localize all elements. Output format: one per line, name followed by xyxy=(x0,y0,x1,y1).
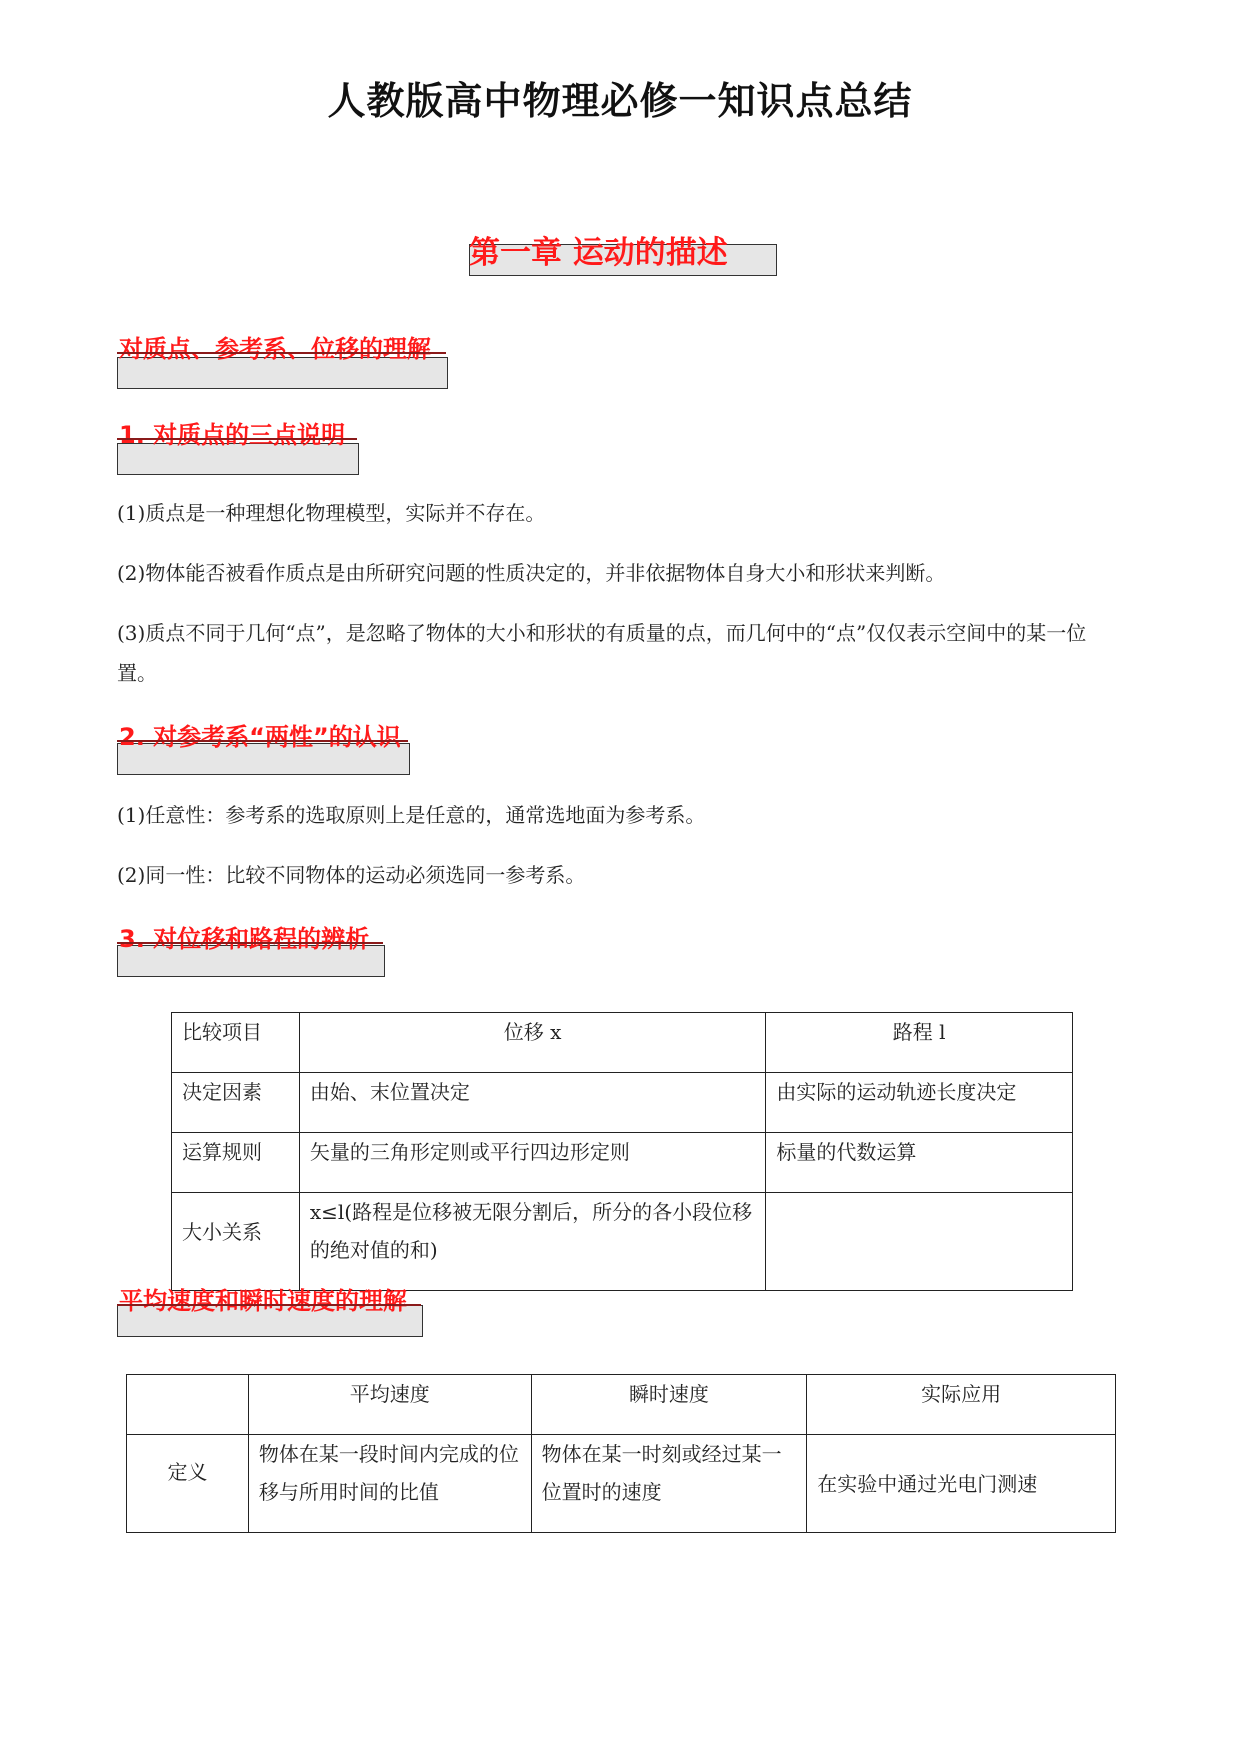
table-row xyxy=(172,1193,1073,1291)
sub1-paragraph-2: (2)物体能否被看作质点是由所研究问题的性质决定的，并非依据物体自身大小和形状来判断。 xyxy=(117,561,946,585)
displacement-distance-table xyxy=(171,1012,1073,1291)
table-cell: 物体在某一段时间内完成的位移与所用时间的比值 xyxy=(248,1435,531,1533)
table-cell: 矢量的三角形定则或平行四边形定则 xyxy=(299,1133,765,1193)
table-cell: 大小关系 xyxy=(172,1193,300,1291)
table-cell: x≤l(路程是位移被无限分割后，所分的各小段位移的绝对值的和) xyxy=(299,1193,765,1291)
table-row xyxy=(172,1133,1073,1193)
table-header-row xyxy=(127,1375,1116,1435)
velocity-table xyxy=(126,1374,1116,1533)
table-row xyxy=(127,1435,1116,1533)
table-cell xyxy=(766,1193,1073,1291)
table-header-cell: 平均速度 xyxy=(248,1375,531,1435)
sub2-heading: 2. 对参考系“两性”的认识 xyxy=(119,723,401,751)
sub1-heading: 1. 对质点的三点说明 xyxy=(119,421,346,449)
sub1-paragraph-1: (1)质点是一种理想化物理模型，实际并不存在。 xyxy=(117,501,546,525)
table-cell: 定义 xyxy=(127,1435,249,1533)
table-cell: 物体在某一时刻或经过某一位置时的速度 xyxy=(531,1435,807,1533)
section1-heading: 对质点、参考系、位移的理解 xyxy=(119,335,431,363)
sub2-paragraph-1: (1)任意性：参考系的选取原则上是任意的，通常选地面为参考系。 xyxy=(117,803,706,827)
table-cell: 标量的代数运算 xyxy=(766,1133,1073,1193)
sub2-strike xyxy=(117,740,408,742)
table-header-cell: 比较项目 xyxy=(172,1013,300,1073)
table-header-cell: 实际应用 xyxy=(807,1375,1116,1435)
table-header-cell: 位移 x xyxy=(299,1013,765,1073)
sub2-paragraph-2: (2)同一性：比较不同物体的运动必须选同一参考系。 xyxy=(117,863,586,887)
section1-strike xyxy=(117,352,446,354)
chapter-heading: 第一章 运动的描述 xyxy=(469,235,728,271)
section2-heading: 平均速度和瞬时速度的理解 xyxy=(119,1287,407,1315)
table-cell: 运算规则 xyxy=(172,1133,300,1193)
document-title: 人教版高中物理必修一知识点总结 xyxy=(327,79,913,123)
table-cell: 由实际的运动轨迹长度决定 xyxy=(766,1073,1073,1133)
table-header-row xyxy=(172,1013,1073,1073)
table-row xyxy=(172,1073,1073,1133)
sub1-paragraph-3: (3)质点不同于几何“点”，是忽略了物体的大小和形状的有质量的点，而几何中的“点”仅仅表示空间中的某一位置。 xyxy=(117,621,1087,685)
sub1-strike xyxy=(117,438,357,440)
section2-strike xyxy=(117,1304,421,1306)
sub3-heading: 3. 对位移和路程的辨析 xyxy=(119,925,370,953)
table-cell: 由始、末位置决定 xyxy=(299,1073,765,1133)
table-header-cell xyxy=(127,1375,249,1435)
table-cell: 在实验中通过光电门测速 xyxy=(807,1435,1116,1533)
table-header-cell: 路程 l xyxy=(766,1013,1073,1073)
table-header-cell: 瞬时速度 xyxy=(531,1375,807,1435)
table-cell: 决定因素 xyxy=(172,1073,300,1133)
sub3-strike xyxy=(117,942,383,944)
